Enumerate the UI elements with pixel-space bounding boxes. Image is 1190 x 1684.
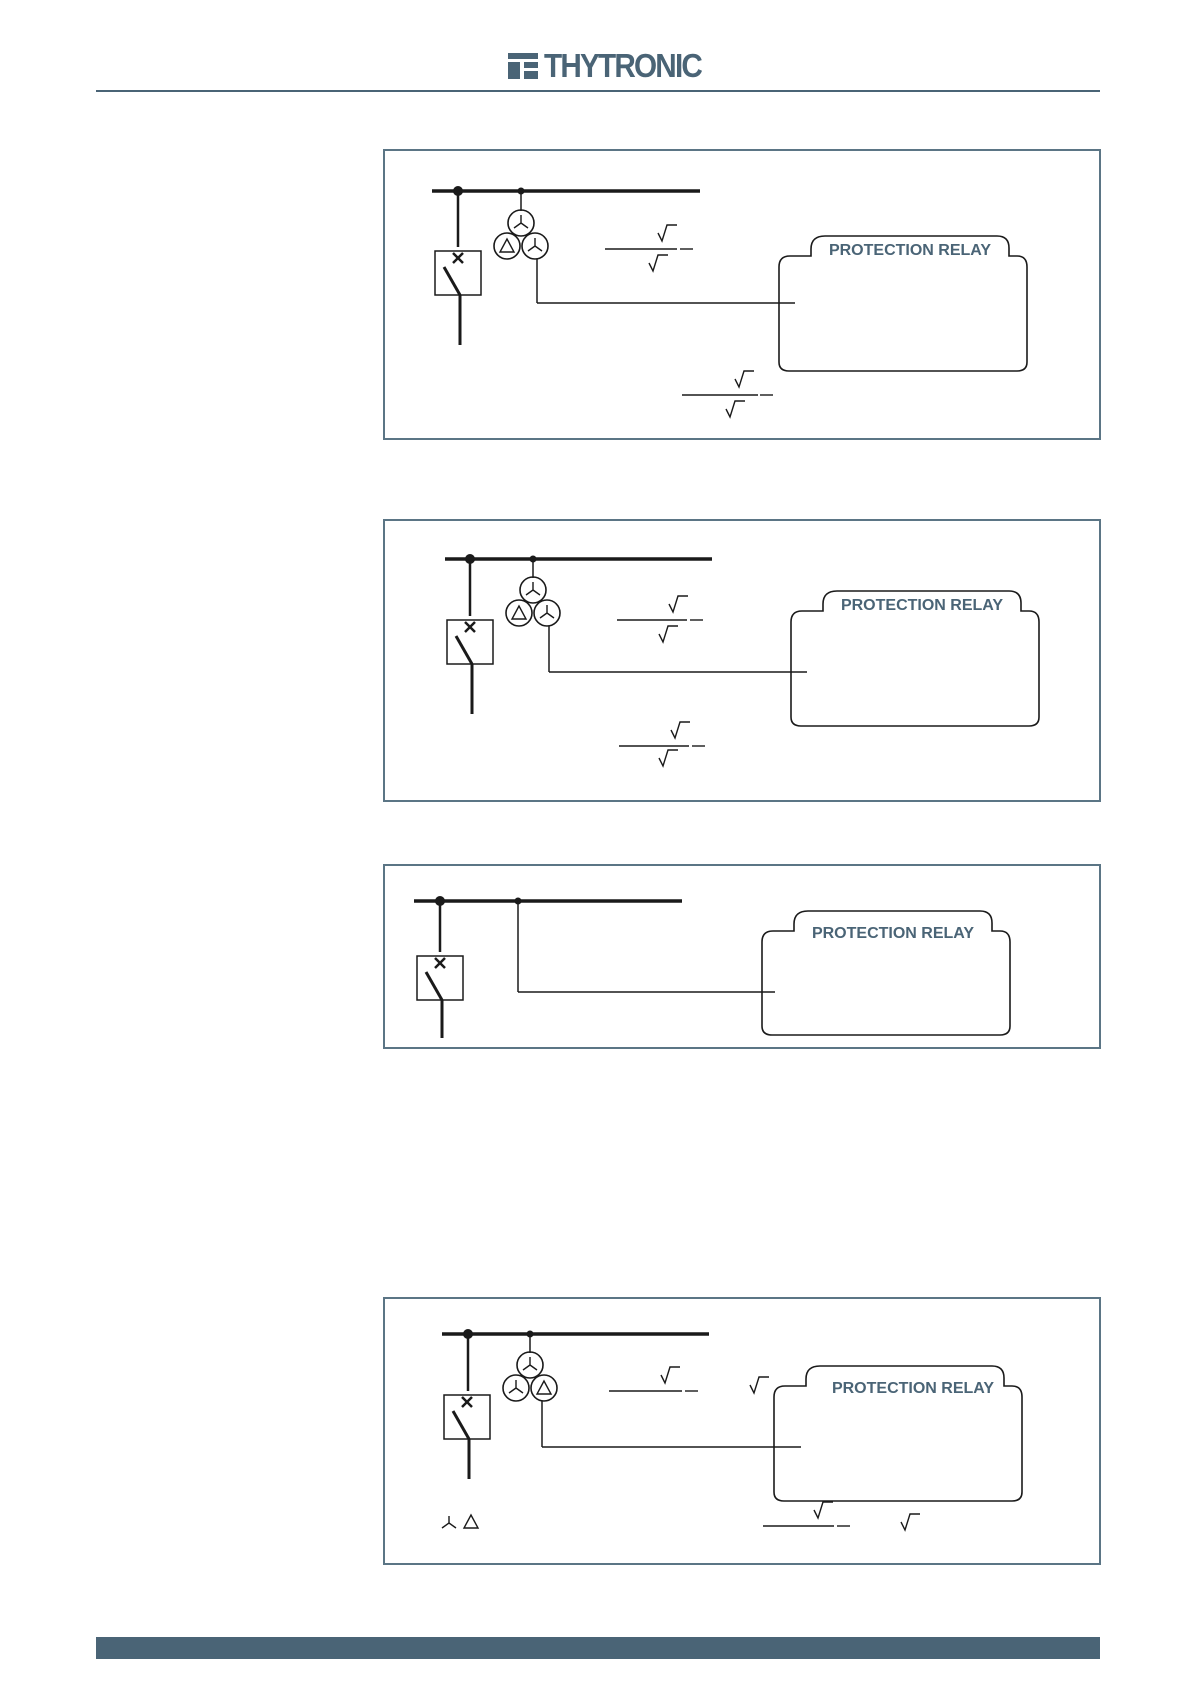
diagram-vt-open-delta-2 <box>383 519 1101 802</box>
header-divider <box>96 90 1100 92</box>
brand-name: THYTRONIC <box>544 47 702 84</box>
thytronic-logo-icon <box>508 51 538 81</box>
brand-logo <box>508 48 719 84</box>
relay-label: PROTECTION RELAY <box>831 1380 995 1397</box>
relay-label: PROTECTION RELAY <box>828 242 992 259</box>
relay-label: PROTECTION RELAY <box>840 597 1004 614</box>
footer-bar <box>96 1637 1100 1659</box>
diagram-direct-connection <box>383 864 1101 1049</box>
diagram-vt-star-delta <box>383 1297 1101 1565</box>
relay-label: PROTECTION RELAY <box>811 925 975 942</box>
diagram-vt-open-delta-1 <box>383 149 1101 440</box>
